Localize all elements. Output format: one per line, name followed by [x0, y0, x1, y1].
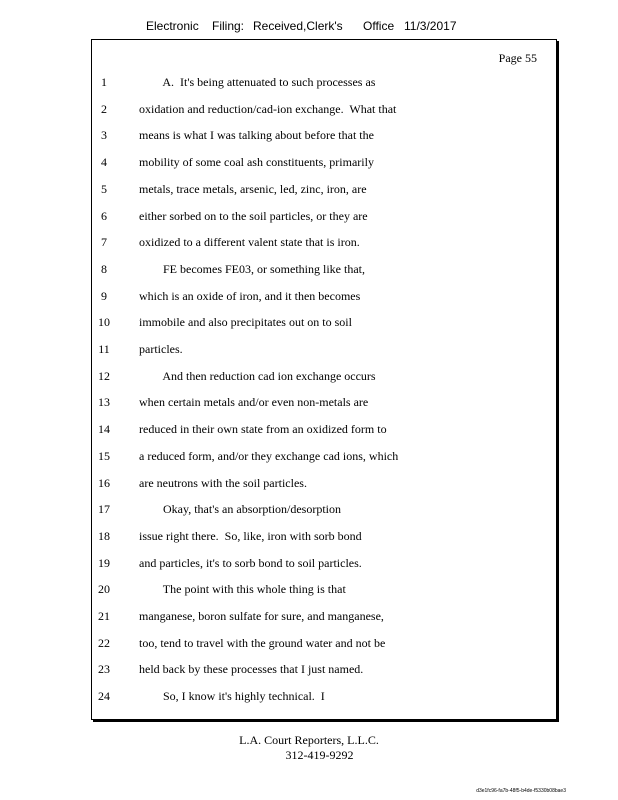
line-number: 14 [98, 422, 110, 437]
document-id: d3e1fc96-fa7b-48f5-b4de-f5330b08bae3 [476, 788, 566, 794]
transcript-line [92, 476, 556, 496]
line-text: FE becomes FE03, or something like that, [139, 261, 365, 276]
transcript-line [92, 609, 556, 629]
line-text: And then reduction cad ion exchange occurs [139, 368, 376, 383]
transcript-line [92, 155, 556, 175]
transcript-line [92, 662, 556, 682]
line-number: 7 [101, 235, 107, 250]
line-number: 12 [98, 368, 110, 383]
line-text: and particles, it's to sorb bond to soil particles. [139, 555, 362, 570]
line-text: which is an oxide of iron, and it then becomes [139, 288, 361, 303]
line-number: 16 [98, 475, 110, 490]
line-number: 6 [101, 208, 107, 223]
filing-office: Office [363, 19, 395, 33]
line-text: a reduced form, and/or they exchange cad ions, which [139, 448, 399, 463]
transcript-line [92, 369, 556, 389]
line-text: when certain metals and/or even non-metals are [139, 395, 369, 410]
line-number: 5 [101, 181, 107, 196]
transcript-line [92, 235, 556, 255]
line-number: 20 [98, 582, 110, 597]
filing-label: Filing: [212, 19, 245, 33]
transcript-line [92, 75, 556, 95]
line-number: 13 [98, 395, 110, 410]
line-number: 19 [98, 555, 110, 570]
line-text: The point with this whole thing is that [139, 582, 346, 597]
line-text: mobility of some coal ash constituents, primarily [139, 155, 374, 170]
transcript-line [92, 582, 556, 602]
line-text: particles. [139, 342, 183, 356]
transcript-line [92, 209, 556, 229]
line-number: 22 [98, 635, 110, 650]
page-number: Page 55 [498, 51, 537, 65]
line-text: means is what I was talking about before that the [139, 128, 374, 143]
line-text: manganese, boron sulfate for sure, and manganese, [139, 609, 384, 623]
line-number: 24 [98, 689, 110, 704]
transcript-line [92, 529, 556, 549]
line-text: issue right there. So, like, iron with sorb bond [139, 528, 362, 543]
transcript-line [92, 128, 556, 148]
line-number: 11 [98, 342, 110, 356]
line-text: immobile and also precipitates out on to soil [139, 315, 352, 330]
transcript-line [92, 449, 556, 469]
line-number: 2 [101, 101, 107, 116]
transcript-line [92, 102, 556, 122]
transcript-line [92, 342, 556, 362]
line-number: 9 [101, 288, 107, 303]
transcript-line [92, 262, 556, 282]
line-number: 18 [98, 528, 110, 543]
transcript-line [92, 289, 556, 309]
line-number: 3 [101, 128, 107, 143]
line-number: 1 [101, 75, 107, 89]
filing-electronic: Electronic [146, 19, 199, 33]
line-text: metals, trace metals, arsenic, led, zinc, iron, are [139, 181, 367, 196]
line-number: 8 [101, 261, 107, 276]
line-number: 10 [98, 315, 110, 330]
line-text: oxidation and reduction/cad-ion exchange. What that [139, 101, 397, 116]
transcript-line [92, 395, 556, 415]
transcript-line [92, 315, 556, 335]
line-number: 23 [98, 662, 110, 677]
line-text: reduced in their own state from an oxidized form to [139, 422, 387, 437]
line-text: So, I know it's highly technical. I [139, 689, 325, 704]
filing-stamp [0, 19, 618, 35]
transcript-line [92, 182, 556, 202]
line-text: held back by these processes that I just named. [139, 662, 364, 677]
line-text: Okay, that's an absorption/desorption [139, 502, 342, 517]
transcript-line [92, 556, 556, 576]
line-number: 15 [98, 448, 110, 463]
transcript-line [92, 636, 556, 656]
transcript-page [91, 39, 557, 720]
transcript-line [92, 502, 556, 522]
filing-date: 11/3/2017 [404, 19, 457, 33]
footer-phone: 312-419-9292 [285, 748, 354, 762]
line-number: 21 [98, 609, 110, 623]
line-number: 4 [101, 155, 107, 170]
line-text: oxidized to a different valent state that is iron. [139, 235, 360, 250]
filing-received: Received,Clerk's [253, 19, 343, 33]
transcript-line [92, 689, 556, 709]
line-number: 17 [98, 502, 110, 517]
line-text: either sorbed on to the soil particles, or they are [139, 208, 368, 223]
line-text: too, tend to travel with the ground water and not be [139, 635, 386, 650]
line-text: A. It's being attenuated to such processes as [139, 75, 376, 89]
transcript-line [92, 422, 556, 442]
line-text: are neutrons with the soil particles. [139, 475, 307, 490]
footer-company: L.A. Court Reporters, L.L.C. [239, 733, 379, 747]
